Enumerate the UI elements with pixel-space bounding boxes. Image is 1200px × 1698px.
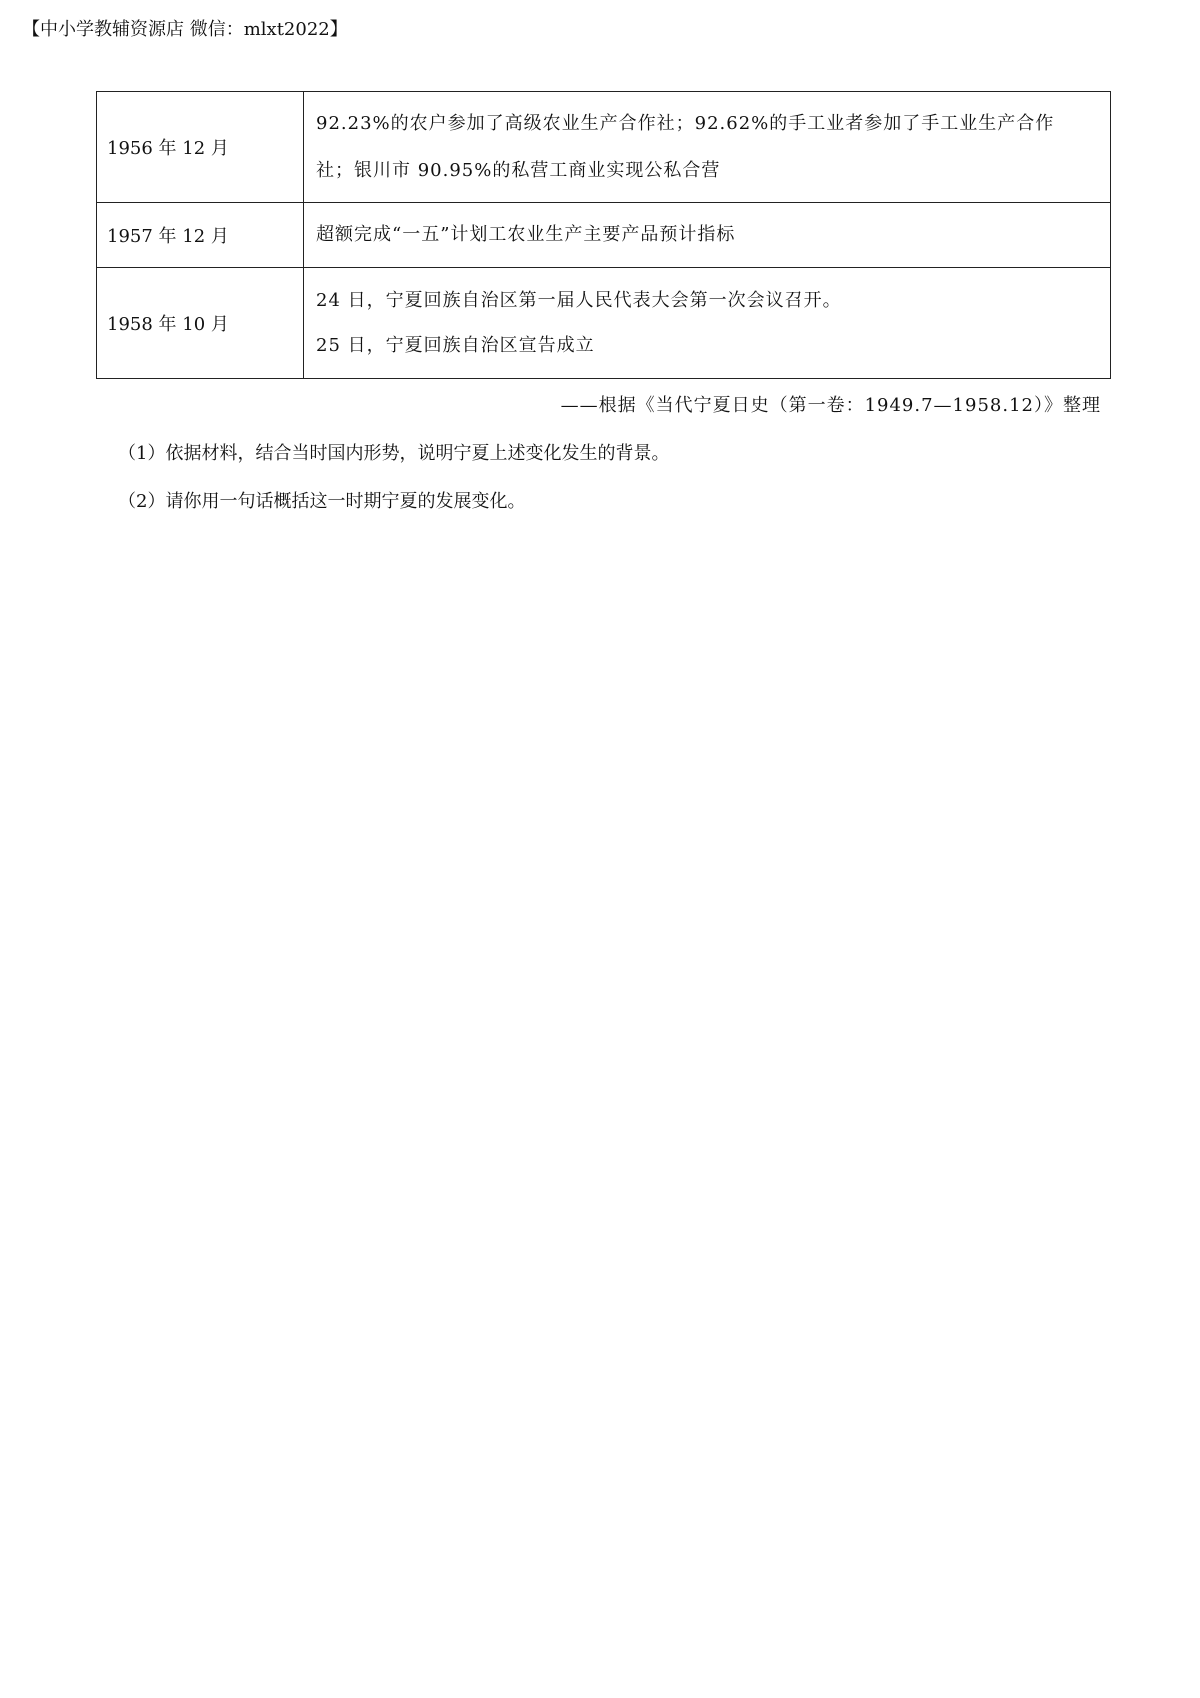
- table-row: [97, 268, 1111, 379]
- event-line: 24 日，宁夏回族自治区第一届人民代表大会第一次会议召开。: [316, 290, 842, 311]
- event-cell: [304, 92, 1111, 203]
- table-row: [97, 203, 1111, 268]
- date-cell: 1958 年 10 月: [97, 268, 304, 379]
- event-line: 92.23%的农户参加了高级农业生产合作社；92.62%的手工业者参加了手工业生产合作: [316, 113, 1055, 134]
- source-citation: ——根据《当代宁夏日史（第一卷：1949.7—1958.12）》整理: [560, 395, 1101, 416]
- date-cell: 1957 年 12 月: [97, 203, 304, 268]
- event-line: 25 日，宁夏回族自治区宣告成立: [316, 335, 595, 356]
- table-row: [97, 92, 1111, 203]
- event-line: 社；银川市 90.95%的私营工商业实现公私合营: [316, 160, 721, 181]
- event-cell: [304, 268, 1111, 379]
- header-tag: 【中小学教辅资源店 微信：mlxt2022】: [22, 19, 348, 40]
- date-cell: 1956 年 12 月: [97, 92, 304, 203]
- event-line: 超额完成“一五”计划工农业生产主要产品预计指标: [316, 224, 736, 245]
- event-cell: [304, 203, 1111, 268]
- question-1: （1）依据材料，结合当时国内形势，说明宁夏上述变化发生的背景。: [118, 443, 670, 464]
- question-2: （2）请你用一句话概括这一时期宁夏的发展变化。: [118, 491, 526, 512]
- timeline-table: [96, 91, 1111, 379]
